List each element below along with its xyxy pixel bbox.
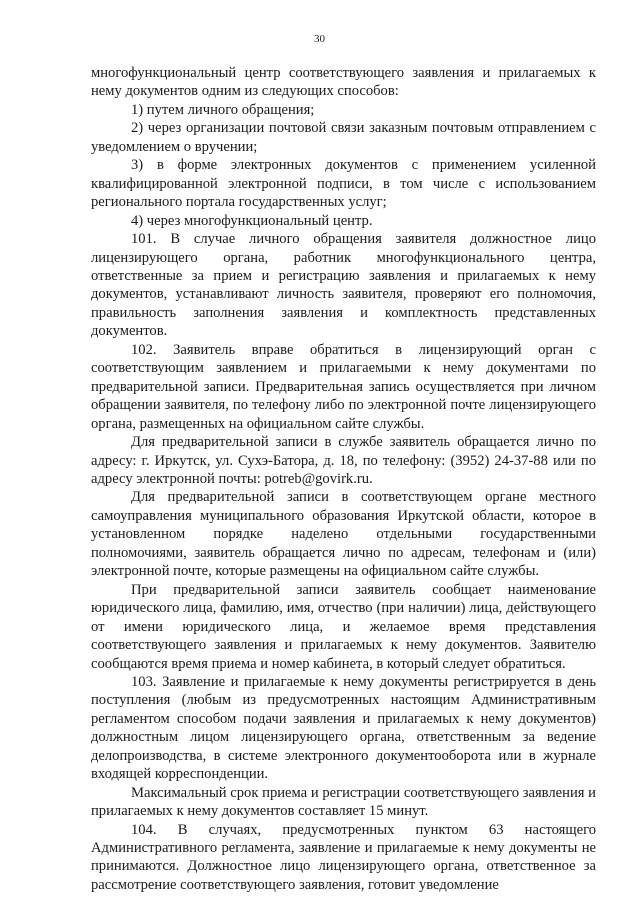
- list-item-mfc: 4) через многофункциональный центр.: [131, 212, 373, 229]
- paragraph-104: 104. В случаях, предусмотренных пунктом 63 настоящего Административного регламента, заявление и прилагаемые к нему документы не принимаются. Должностное лицо лицензирующего органа, ответственное за рассмотрение соответствующего заявления, готовит уведомление: [91, 821, 596, 893]
- document-body: [91, 64, 596, 894]
- paragraph-appointment-local-authority: Для предварительной записи в соответствующем органе местного самоуправления муниципального образования Иркутской области, которое в установленном порядке наделено отдельными государственными полномочиями, заявитель обращается лично по адресам, телефонам и (или) электронной почте, которые размещены на официальном сайте службы.: [91, 489, 596, 580]
- paragraph-max-duration: Максимальный срок приема и регистрации соответствующего заявления и прилагаемых к нему документов составляет 15 минут.: [91, 784, 596, 820]
- list-item-personal-visit: 1) путем личного обращения;: [131, 101, 315, 118]
- paragraph-appointment-details: При предварительной записи заявитель сообщает наименование юридического лица, фамилию, имя, отчество (при наличии) лица, действующего от имени юридического лица, и желаемое время представления соответствующего заявления и прилагаемых к нему документов. Заявителю сообщаются время приема и номер кабинета, в который следует обратиться.: [91, 581, 596, 672]
- paragraph-continuation: многофункциональный центр соответствующего заявления и прилагаемых к нему документов одним из следующих способов:: [91, 65, 596, 100]
- paragraph-appointment-service: Для предварительной записи в службе заявитель обращается лично по адресу: г. Иркутск, ул. Сухэ-Батора, д. 18, по телефону: (3952) 24-37-88 или по адресу электронной почты: potreb@govirk.ru.: [91, 434, 596, 487]
- list-item-electronic-documents: 3) в форме электронных документов с применением усиленной квалифицированной электронной подписи, в том числе с использованием регионального портала государственных услуг;: [91, 157, 596, 211]
- paragraph-102: 102. Заявитель вправе обратиться в лицензирующий орган с соответствующим заявлением и прилагаемыми к нему документами по предварительной записи. Предварительная запись осуществляется при личном обращении заявителя, по телефону либо по электронной почте лицензирующего органа, размещенных на официальном сайте службы.: [91, 341, 596, 432]
- page-number: 30: [314, 33, 325, 45]
- list-item-postal-mail: 2) через организации почтовой связи заказным почтовым отправлением с уведомлением о вручении;: [91, 120, 596, 155]
- paragraph-103: 103. Заявление и прилагаемые к нему документы регистрируется в день поступления (любым из предусмотренных настоящим Административным регламентом способом подачи заявления и прилагаемых к нему документов) должностным лицом лицензирующего органа, ответственным за ведение делопроизводства, в системе электронного документооборота или в журнале входящей корреспонденции.: [91, 673, 596, 783]
- paragraph-101: 101. В случае личного обращения заявителя должностное лицо лицензирующего органа, работник многофункционального центра, ответственные за прием и регистрацию заявления и прилагаемых к нему документов, устанавливают личность заявителя, проверяют его полномочия, правильность заполнения заявления и комплектность представленных документов.: [91, 231, 596, 340]
